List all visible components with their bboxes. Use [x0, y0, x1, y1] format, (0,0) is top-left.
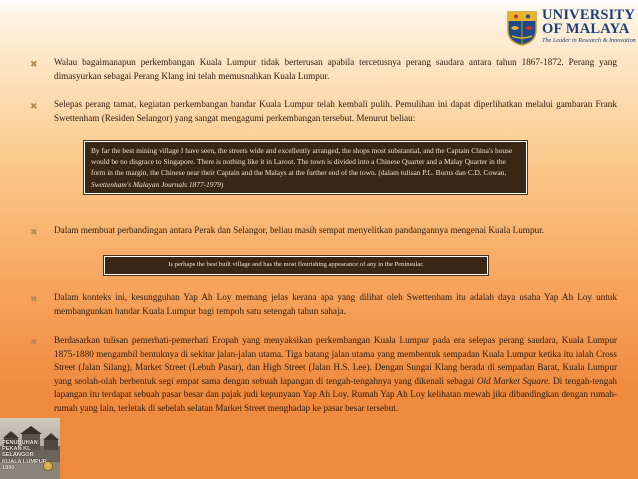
logo-tagline: The Leader in Research & Innovation	[542, 37, 636, 44]
crest-icon	[506, 10, 538, 46]
bullet-icon: ✖	[30, 295, 38, 305]
logo-line1: UNIVERSITY	[542, 7, 636, 23]
paragraph-5-text: Berdasarkan tulisan pemerhati-pemerhati Eropah yang menyaksikan perkembangan Kuala Lumpur pada era selepas perang saudara, Kuala Lumpur 1875-1880 mengambil bentuknya di sekitar jalan-jalan utama. Tiga batang jalan utama yang membentuk sempadan Kuala Lumpur ketika itu ialah Cross Street (Jalan Silang), Market Street (Lebuh Pasar), dan High Street (Jalan H.S. Lee). Dengan Sungai Klang berada di sempadan Barat, Kuala Lumpur yang seolah-olah berbentuk segi empat sama dengan sebuah lapangan di tengah-tengahnya yang dikenali sebagai	[54, 335, 617, 386]
paragraph-2: Selepas perang tamat, kegiatan perkembangan bandar Kuala Lumpur telah kembali pulih. Pemulihan ini dapat diperlihatkan melalui gambaran Frank Swettenham (Residen Selangor) yang sangat mengagumi perkembangan tersebut. Menurut beliau:	[54, 99, 617, 123]
quote-box-2: Is perhaps the best built village and has the most flourishing appearance of any in the Peninsular.	[104, 256, 488, 275]
photo-caption-line3: SELANGOR	[2, 452, 34, 459]
quote-text: By far the best mining village I have seen, the streets wide and excellently arranged, the shops most substantial, and the Captain China's house would be no disgrace to Singapore. There is nothing like it in Laroot. The town is divided into a Chinese Quarter and a Malay Quarter in the form in the margin, the Chinese near their Captain and the Malays at the further end of the town. (dalam tulisan P.L. Burns dan C.D. Cowan,	[91, 146, 513, 178]
bullet-icon: ✖	[30, 60, 38, 70]
bullet-icon: ✖	[30, 102, 38, 112]
bullet-icon: ✖	[30, 338, 38, 348]
photo-caption-line4: KUALA LUMPUR 1880	[2, 458, 47, 471]
photo-caption-line2: PEKAN KL	[2, 446, 31, 453]
paragraph-3: Dalam membuat perbandingan antara Perak dan Selangor, beliau masih sempat menyelitkan pandangannya mengenai Kuala Lumpur.	[54, 225, 544, 235]
photo-caption-line1: PENUBUHAN	[2, 440, 38, 446]
quote-source-italic: Swettenham's Malayan Journals 1877-1979	[91, 179, 221, 189]
paragraph-1: Walau bagaimanapun perkembangan Kuala Lumpur tidak berterusan apabila tercetusnya perang saudara antara tahun 1867-1872. Perang yang dimasyurkan sebagai Perang Klang ini telah memusnahkan Kuala Lumpur.	[54, 57, 617, 81]
paragraph-4: Dalam konteks ini, kesungguhan Yap Ah Loy memang jelas kerana apa yang dilihat oleh Swettenham itu adalah daya usaha Yap Ah Loy untuk membangunkan bandar Kuala Lumpur bagi tempoh satu setengah tahun sahaja.	[54, 292, 617, 316]
university-logo	[506, 8, 636, 50]
photo-caption	[2, 440, 54, 471]
bullet-icon: ✖	[30, 228, 38, 238]
quote-box	[84, 141, 527, 194]
quote-tail: )	[220, 179, 224, 189]
logo-line2: OF MALAYA	[542, 21, 630, 37]
logo-text	[542, 8, 638, 45]
paragraph-5-tail: Di tengah-tengah lapangan itu terdapat sebuah pasar besar dan pajak judi kepunyaan Yap Ah Loy. Rumah Yap Ah Loy kelihatan mewah jika dibandingkan dengan rumah-rumah yang lain, terletak di sebelah selatan Market Street menghadap ke pasar besar tersebut.	[54, 375, 617, 413]
paragraph-5	[54, 334, 617, 416]
historic-photo	[0, 418, 60, 479]
old-market-square: Old Market Square.	[476, 375, 551, 386]
